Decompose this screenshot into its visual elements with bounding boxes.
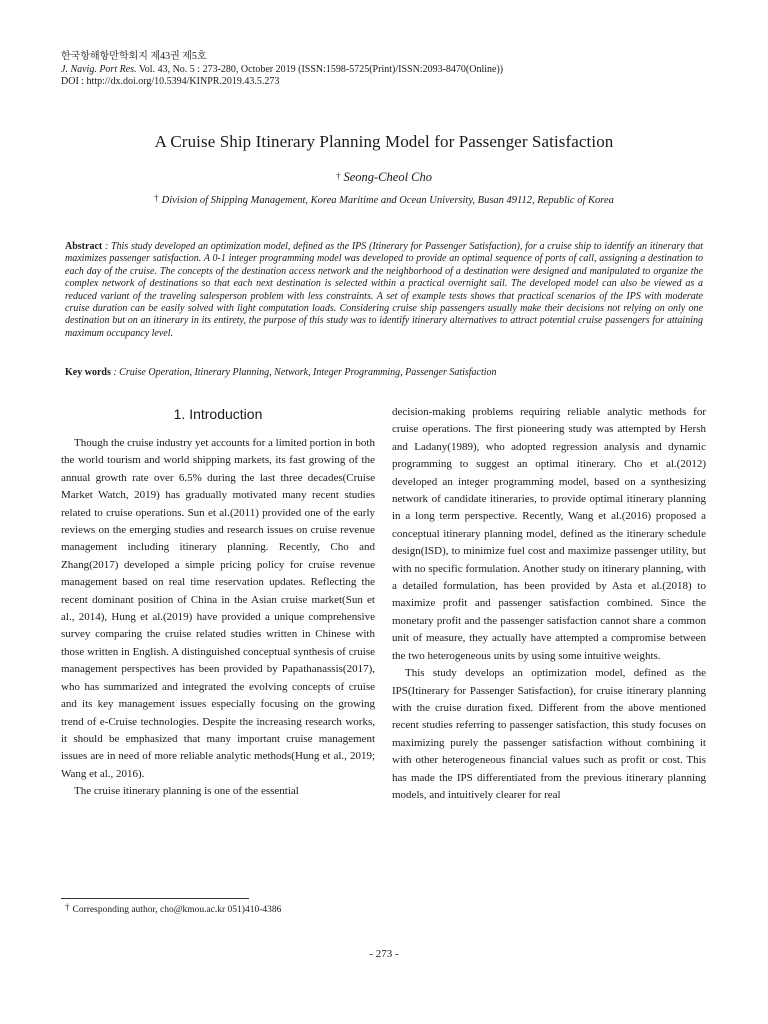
left-column [61,404,375,801]
journal-doi: DOI : http://dx.doi.org/10.5394/KINPR.2019.43.5.273 [61,76,280,87]
journal-header [61,51,503,89]
author-dagger: † [335,171,341,181]
journal-name: J. Navig. Port Res. [61,63,137,75]
footnote [65,904,281,915]
journal-citation-line [61,64,503,77]
keywords-label: Key words [65,367,111,378]
author-name: Seong-Cheol Cho [343,170,433,184]
abstract [65,241,703,340]
footnote-divider [61,898,249,899]
abstract-text: : This study developed an optimization model, defined as the IPS (Itinerary for Passenger Satisfaction), for a cruise ship to identify an itinerary that maximizes passenger satisfaction. A 0-1 integer programming model was developed to provide an optimal sequence of ports of call, assigning a destination to each day of the cruise. The concepts of the destination access network and the neighborhood of a destination were designed and manipulated to organize the complex network of destinations so that each next destination is selected within a practical overnight sail. The developed model can also be viewed as a reduced variant of the traveling salesperson problem with less constraints. A set of example tests shows that practical scenarios of the IPS with moderate cruise duration can be easily solved with light computation loads. Considering cruise ship passengers usually make their decisions not relying on only one destination but on an itinerary in its entirety, the purpose of this study was to identify itinerary alternatives to attract potential cruise passengers for attaining maximum occupancy level. [65,241,703,339]
paper-title: A Cruise Ship Itinerary Planning Model for Passenger Satisfaction [154,132,614,151]
body-paragraph: The cruise itinerary planning is one of the essential [74,785,299,798]
affiliation-dagger: † [154,193,159,203]
journal-korean-line: 한국항해항만학회지 제43권 제5호 [61,51,207,62]
journal-citation: Vol. 43, No. 5 : 273-280, October 2019 (ISSN:1598-5725(Print)/ISSN:2093-8470(Online)) [136,63,504,75]
body-paragraph: This study develops an optimization model, defined as the IPS(Itinerary for Passenger Satisfaction), for cruise itinerary planning with the cruise duration fixed. Different from the above mentioned recent studies referring to passenger satisfaction, this study focuses on maximizing purely the passenger satisfaction without combining it with other heterogeneous financial values such as profit or cost. This has made the IPS differentiated from the previous itinerary planning models, and intuitively clearer for real [392,667,706,801]
footnote-text: Corresponding author, cho@kmou.ac.kr 051)410-4386 [72,905,282,915]
page-number: - 273 - [369,948,399,960]
keywords [65,367,705,378]
author-line [0,170,768,185]
keywords-text: : Cruise Operation, Itinerary Planning, Network, Integer Programming, Passenger Satisfaction [110,367,497,378]
right-column [392,404,706,804]
affiliation-text: Division of Shipping Management, Korea Maritime and Ocean University, Busan 49112, Republic of Korea [161,195,614,206]
body-paragraph: decision-making problems requiring reliable analytic methods for cruise operations. The first pioneering study was attempted by Hersh and Ladany(1989), who adopted regression analysis and dynamic programming to suggest an optimal itinerary. Cho et al.(2012) developed an integer programming model, based on a synthesizing network of candidate itineraries, to provide optimal itinerary planning in a long term perspective. Recently, Wang et al.(2016) proposed a conceptual itinerary planning model, defined as the itinerary schedule design(ISD), to minimize fuel cost and maximize passenger utility, but with no specific formulation. Another study on itinerary planning, with a detailed formulation, has been provided by Asta et al.(2018) to maximize profit and passenger satisfaction combined. Since the monetary profit and the passenger satisfaction cannot share a common unit of measure, they actually have attempted a compromise between the two heterogeneous units by using some intuitive weights. [392,406,706,662]
body-paragraph: Though the cruise industry yet accounts for a limited portion in both the world tourism and world shipping markets, its fast growing of the annual growth rate over 6.5% during the last three decades(Cruise Market Watch, 2019) has gradually motivated many recent studies related to cruise operations. Sun et al.(2011) provided one of the early reviews on the emerging studies and research issues on cruise revenue management including itinerary planning. Recently, Cho and Zhang(2017) developed a simple pricing policy for cruise revenue management based on real time reservation updates. Reflecting the recent dominant position of China in the Asian cruise market(Sun et al., 2014), Hung et al.(2019) have provided a unique comprehensive survey comparing the cruise related studies written in Chinese with those written in English. A distinguished conceptual synthesis of cruise management perspectives has been provided by Papathanassis(2017), who has summarized and integrated the evolving concepts of cruise and its key management issues especially focusing on the growing trend of e-Cruise technologies. Despite the increasing research works, it should be emphasized that many important cruise management issues are in need of more reliable analytic methods(Hung et al., 2019; Wang et al., 2016). [61,437,375,780]
section-heading-introduction: 1. Introduction [173,406,263,422]
abstract-label: Abstract [65,241,103,252]
footnote-dagger: † [65,902,70,912]
affiliation-line [0,195,768,206]
